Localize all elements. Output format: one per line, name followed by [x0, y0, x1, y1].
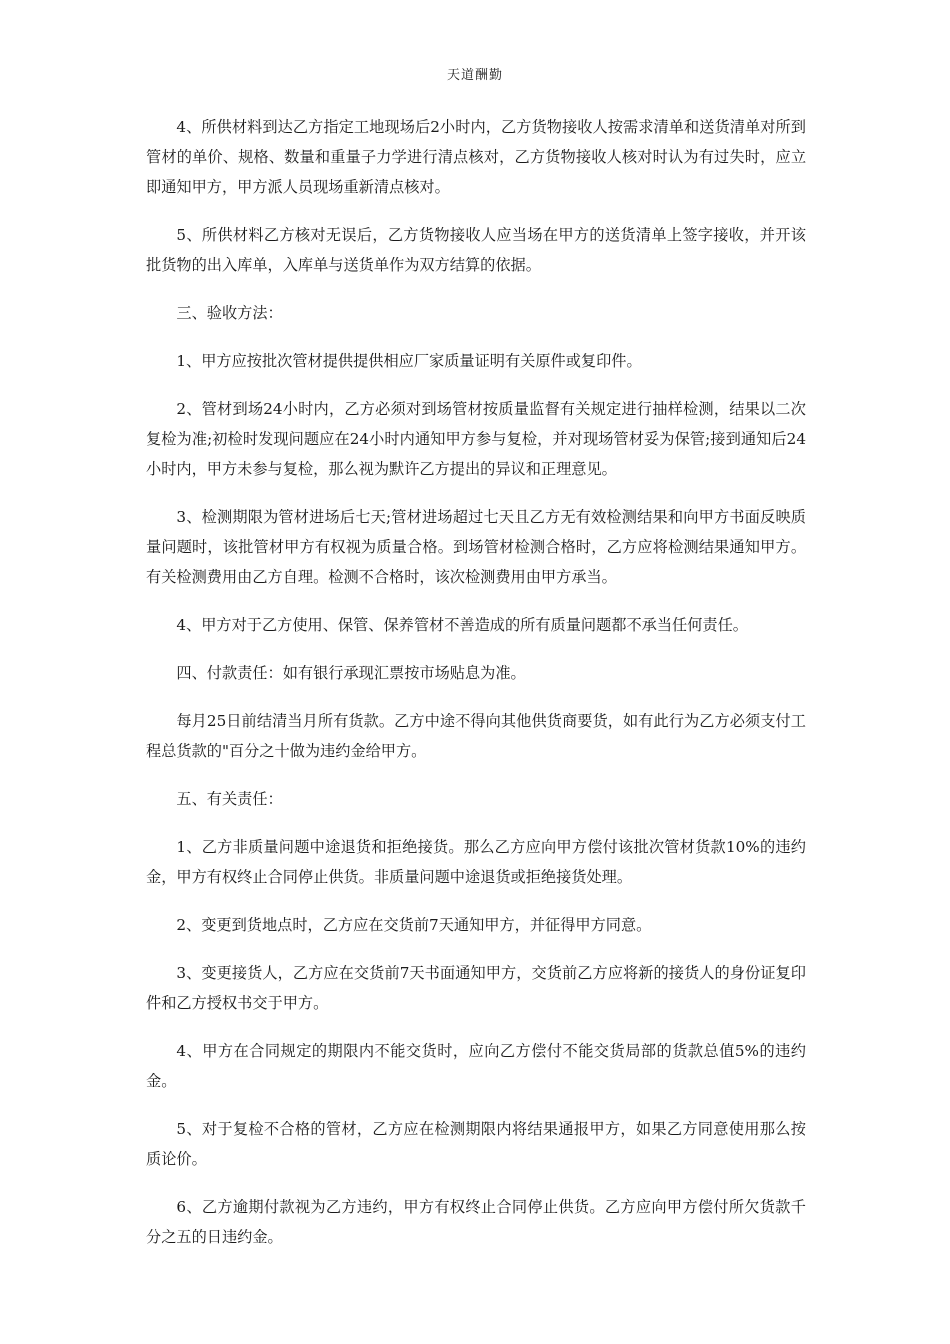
paragraph-liability-4: 4、甲方在合同规定的期限内不能交货时，应向乙方偿付不能交货局部的货款总值5%的违约金。: [146, 1042, 806, 1090]
paragraph-delivery-check: 4、所供材料到达乙方指定工地现场后2小时内，乙方货物接收人按需求清单和送货清单对所到管材的单价、规格、数量和重量子力学进行清点核对，乙方货物接收人核对时认为有过失时，应立即通知甲方，甲方派人员现场重新清点核对。: [146, 118, 806, 196]
document-body: [146, 112, 806, 1270]
paragraph-acceptance-1: 1、甲方应按批次管材提供提供相应厂家质量证明有关原件或复印件。: [176, 352, 642, 370]
paragraph-liability-2: 2、变更到货地点时，乙方应在交货前7天通知甲方，并征得甲方同意。: [176, 916, 652, 934]
paragraph-acceptance-3: 3、检测期限为管材进场后七天;管材进场超过七天且乙方无有效检测结果和向甲方书面反映质量问题时，该批管材甲方有权视为质量合格。到场管材检测合格时，乙方应将检测结果通知甲方。有关检测费用由乙方自理。检测不合格时，该次检测费用由甲方承当。: [146, 508, 806, 586]
paragraph-liability-6: 6、乙方逾期付款视为乙方违约，甲方有权终止合同停止供货。乙方应向甲方偿付所欠货款千分之五的日违约金。: [146, 1198, 806, 1246]
paragraph-liability-5: 5、对于复检不合格的管材，乙方应在检测期限内将结果通报甲方，如果乙方同意使用那么按质论价。: [146, 1120, 806, 1168]
paragraph-sign-receipt: 5、所供材料乙方核对无误后，乙方货物接收人应当场在甲方的送货清单上签字接收，并开该批货物的出入库单，入库单与送货单作为双方结算的依据。: [146, 226, 806, 274]
paragraph-liability-3: 3、变更接货人，乙方应在交货前7天书面通知甲方，交货前乙方应将新的接货人的身份证复印件和乙方授权书交于甲方。: [146, 964, 806, 1012]
paragraph-payment: 每月25日前结清当月所有货款。乙方中途不得向其他供货商要货，如有此行为乙方必须支付工程总货款的"百分之十做为违约金给甲方。: [146, 712, 806, 760]
section-heading-payment: 四、付款责任：如有银行承现汇票按市场贴息为准。: [176, 664, 526, 682]
section-heading-acceptance: 三、验收方法：: [176, 304, 283, 322]
paragraph-acceptance-4: 4、甲方对于乙方使用、保管、保养管材不善造成的所有质量问题都不承当任何责任。: [176, 616, 748, 634]
section-heading-liability: 五、有关责任：: [176, 790, 283, 808]
page-header: 天道酬勤: [446, 68, 503, 83]
paragraph-acceptance-2: 2、管材到场24小时内，乙方必须对到场管材按质量监督有关规定进行抽样检测，结果以二次复检为准;初检时发现问题应在24小时内通知甲方参与复检，并对现场管材妥为保管;接到通知后24小时内，甲方未参与复检，那么视为默许乙方提出的异议和正理意见。: [146, 400, 806, 478]
paragraph-liability-1: 1、乙方非质量问题中途退货和拒绝接货。那么乙方应向甲方偿付该批次管材货款10%的违约金，甲方有权终止合同停止供货。非质量问题中途退货或拒绝接货处理。: [146, 838, 806, 886]
